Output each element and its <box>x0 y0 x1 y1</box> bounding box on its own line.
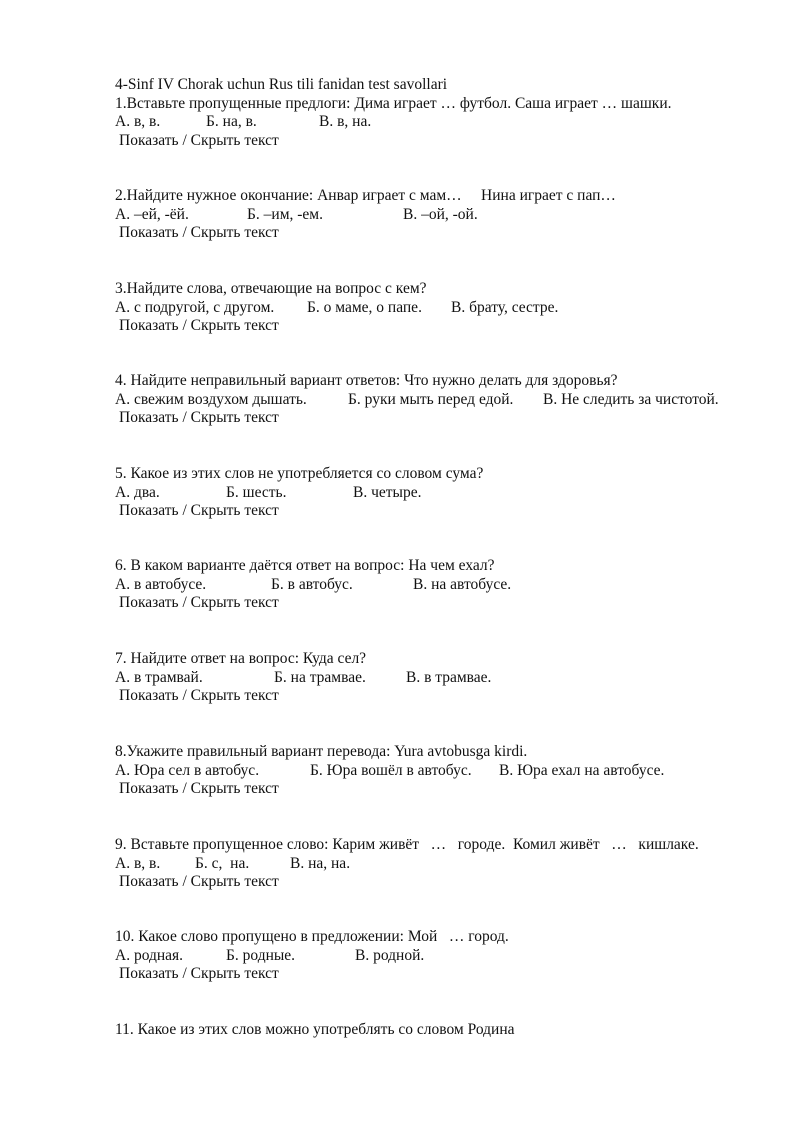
answer-options <box>115 484 765 503</box>
option-c: В. –ой, -ой. <box>403 205 478 223</box>
option-c: В. в, на. <box>319 113 372 130</box>
document-title: 4-Sinf IV Chorak uchun Rus tili fanidan test savollari <box>115 76 448 93</box>
option-c: В. на, на. <box>290 854 351 872</box>
document-page <box>115 76 765 1038</box>
question-text: 10. Какое слово пропущено в предложении: Мой … город. <box>115 928 509 945</box>
option-b: Б. в автобус. <box>271 575 353 593</box>
question-11 <box>115 1021 765 1040</box>
option-b: Б. Юра вошёл в автобус. <box>310 761 472 779</box>
option-a: А. два. <box>115 483 160 501</box>
option-b: Б. о маме, о папе. <box>307 298 422 316</box>
question-3 <box>115 280 765 336</box>
option-b: Б. с, на. <box>195 854 250 872</box>
option-c: В. родной. <box>355 946 425 964</box>
show-hide-text-link[interactable]: Показать / Скрыть текст <box>119 594 279 611</box>
question-10 <box>115 928 765 984</box>
show-hide-text-link[interactable]: Показать / Скрыть текст <box>119 502 279 519</box>
option-c: В. четыре. <box>353 483 422 501</box>
show-hide-text-link[interactable]: Показать / Скрыть текст <box>119 224 279 241</box>
question-text: 11. Какое из этих слов можно употреблять со словом Родина <box>115 1021 515 1038</box>
option-a: А. в, в. <box>115 854 161 872</box>
show-hide-text-link[interactable]: Показать / Скрыть текст <box>119 317 279 334</box>
option-b: Б. на, в. <box>206 113 257 130</box>
show-hide-text-link[interactable]: Показать / Скрыть текст <box>119 131 279 149</box>
option-c: В. в трамвае. <box>406 668 492 686</box>
option-b: Б. родные. <box>226 946 296 964</box>
question-text: 9. Вставьте пропущенное слово: Карим живёт … городе. Комил живёт … кишлаке. <box>115 836 699 853</box>
option-a: А. с подругой, с другом. <box>115 298 275 316</box>
question-text: 2.Найдите нужное окончание: Анвар играет с мам… Нина играет с пап… <box>115 187 616 204</box>
answer-options <box>115 299 765 318</box>
answer-options <box>115 947 765 966</box>
question-text: 4. Найдите неправильный вариант ответов: Что нужно делать для здоровья? <box>115 372 618 389</box>
option-a: А. Юра сел в автобус. <box>115 761 260 779</box>
question-6 <box>115 557 765 613</box>
show-hide-text-link[interactable]: Показать / Скрыть текст <box>119 687 279 704</box>
option-b: Б. на трамвае. <box>274 668 366 686</box>
answer-options <box>115 669 765 688</box>
answer-options <box>115 391 765 410</box>
question-text: 8.Укажите правильный вариант перевода: Yura avtobusga kirdi. <box>115 743 528 760</box>
question-7 <box>115 650 765 706</box>
question-9 <box>115 836 765 892</box>
option-a: А. в трамвай. <box>115 668 203 686</box>
question-5 <box>115 465 765 521</box>
option-c: В. Не следить за чистотой. <box>543 390 719 408</box>
option-c: В. брату, сестре. <box>451 298 559 316</box>
option-a: А. –ей, -ёй. <box>115 205 189 223</box>
question-8 <box>115 743 765 799</box>
option-a: А. в, в. <box>115 113 161 130</box>
option-c: В. Юра ехал на автобусе. <box>499 761 665 779</box>
option-b: Б. шесть. <box>226 483 287 501</box>
answer-options <box>115 206 765 225</box>
option-a: А. в автобусе. <box>115 575 207 593</box>
question-text: 7. Найдите ответ на вопрос: Куда сел? <box>115 650 367 667</box>
option-a: А. родная. <box>115 946 184 964</box>
question-text: 1.Вставьте пропущенные предлоги: Дима играет … футбол. Саша играет … шашки. <box>115 94 672 112</box>
show-hide-text-link[interactable]: Показать / Скрыть текст <box>119 780 279 797</box>
question-text: 3.Найдите слова, отвечающие на вопрос с кем? <box>115 280 427 297</box>
question-2 <box>115 187 765 243</box>
answer-options <box>115 113 765 132</box>
show-hide-text-link[interactable]: Показать / Скрыть текст <box>119 965 279 982</box>
option-b: Б. –им, -ем. <box>247 205 323 223</box>
question-4 <box>115 372 765 428</box>
option-a: А. свежим воздухом дышать. <box>115 390 307 408</box>
option-c: В. на автобусе. <box>413 575 512 593</box>
show-hide-text-link[interactable]: Показать / Скрыть текст <box>119 873 279 890</box>
answer-options <box>115 762 765 781</box>
question-1 <box>115 95 765 151</box>
answer-options <box>115 576 765 595</box>
question-text: 6. В каком варианте даётся ответ на вопрос: На чем ехал? <box>115 557 495 574</box>
answer-options <box>115 855 765 874</box>
question-text: 5. Какое из этих слов не употребляется со словом сума? <box>115 465 484 482</box>
option-b: Б. руки мыть перед едой. <box>348 390 514 408</box>
show-hide-text-link[interactable]: Показать / Скрыть текст <box>119 409 279 426</box>
